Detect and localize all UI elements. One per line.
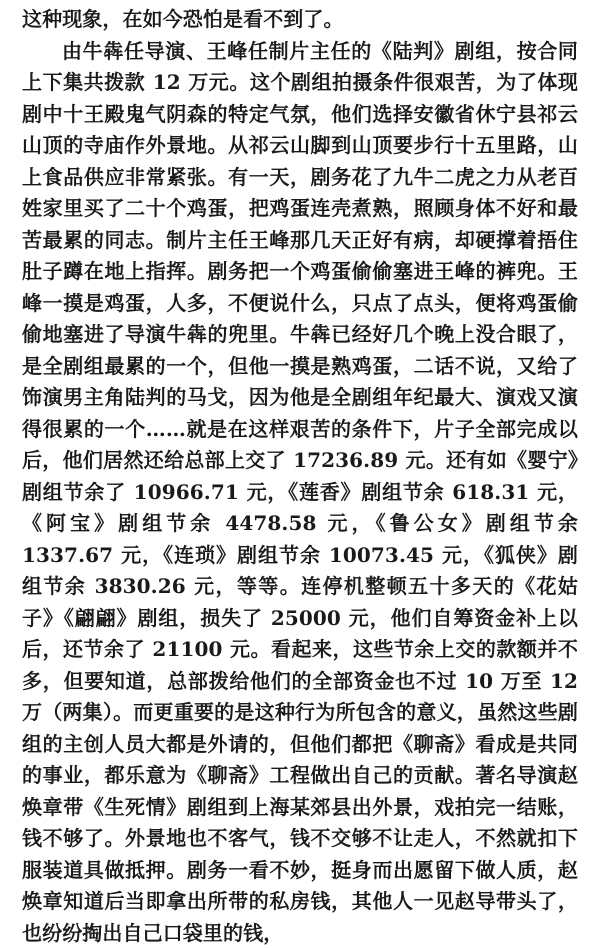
paragraph-2: 由牛犇任导演、王峰任制片主任的《陆判》剧组，按合同上下集共拨款 12 万元。这个剧组拍摄条件很艰苦，为了体现剧中十王殿鬼气阴森的特定气氛，他们选择安徽省休宁县祁云山顶的寺庙作外景地。从祁云山脚到山顶要步行十五里路，山上食品供应非常紧张。有一天，剧务花了九牛二虎之力从老百姓家里买了二十个鸡蛋，把鸡蛋连壳煮熟，照顾身体不好和最苦最累的同志。制片主任王峰那几天正好有病，却硬撑着捂住肚子蹲在地上指挥。剧务把一个鸡蛋偷偷塞进王峰的裤兜。王峰一摸是鸡蛋，人多，不便说什么，只点了点头，便将鸡蛋偷偷地塞进了导演牛犇的兜里。牛犇已经好几个晚上没合眼了，是全剧组最累的一个，但他一摸是熟鸡蛋，二话不说，又给了饰演男主角陆判的马戈，因为他是全剧组年纪最大、演戏又演得很累的一个……就是在这样艰苦的条件下，片子全部完成以后，他们居然还给总部上交了 17236.89 元。还有如《婴宁》剧组节余了 10966.71 元，《莲香》剧组节余 618.31 元，《阿宝》剧组节余 4478.58 元，《鲁公女》剧组节余 1337.67 元，《连琐》剧组节余 10073.45 元，《狐侠》剧组节余 3830.26 元，等等。连停机整顿五十多天的《花姑子》《翩翩》剧组，损失了 25000 元，他们自筹资金补上以后，还节余了 21100 元。看起来，这些节余上交的款额并不多，但要知道，总部拨给他们的全部资金也不过 10 万至 12 万（两集）。而更重要的是这种行为所包含的意义，虽然这些剧组的主创人员大都是外请的，但他们都把《聊斋》看成是共同的事业，都乐意为《聊斋》工程做出自己的贡献。著名导演赵焕章带《生死情》剧组到上海某郊县出外景，戏拍完一结账，钱不够了。外景地也不客气，钱不交够不让走人，不然就扣下服装道具做抵押。剧务一看不妙，挺身而出愿留下做人质，赵焕章知道后当即拿出所带的私房钱，其他人一见赵导带头了，也纷纷掏出自己口袋里的钱， bbox=[22, 36, 578, 949]
document-page bbox=[22, 4, 578, 949]
paragraph-1: 这种现象，在如今恐怕是看不到了。 bbox=[22, 4, 578, 36]
